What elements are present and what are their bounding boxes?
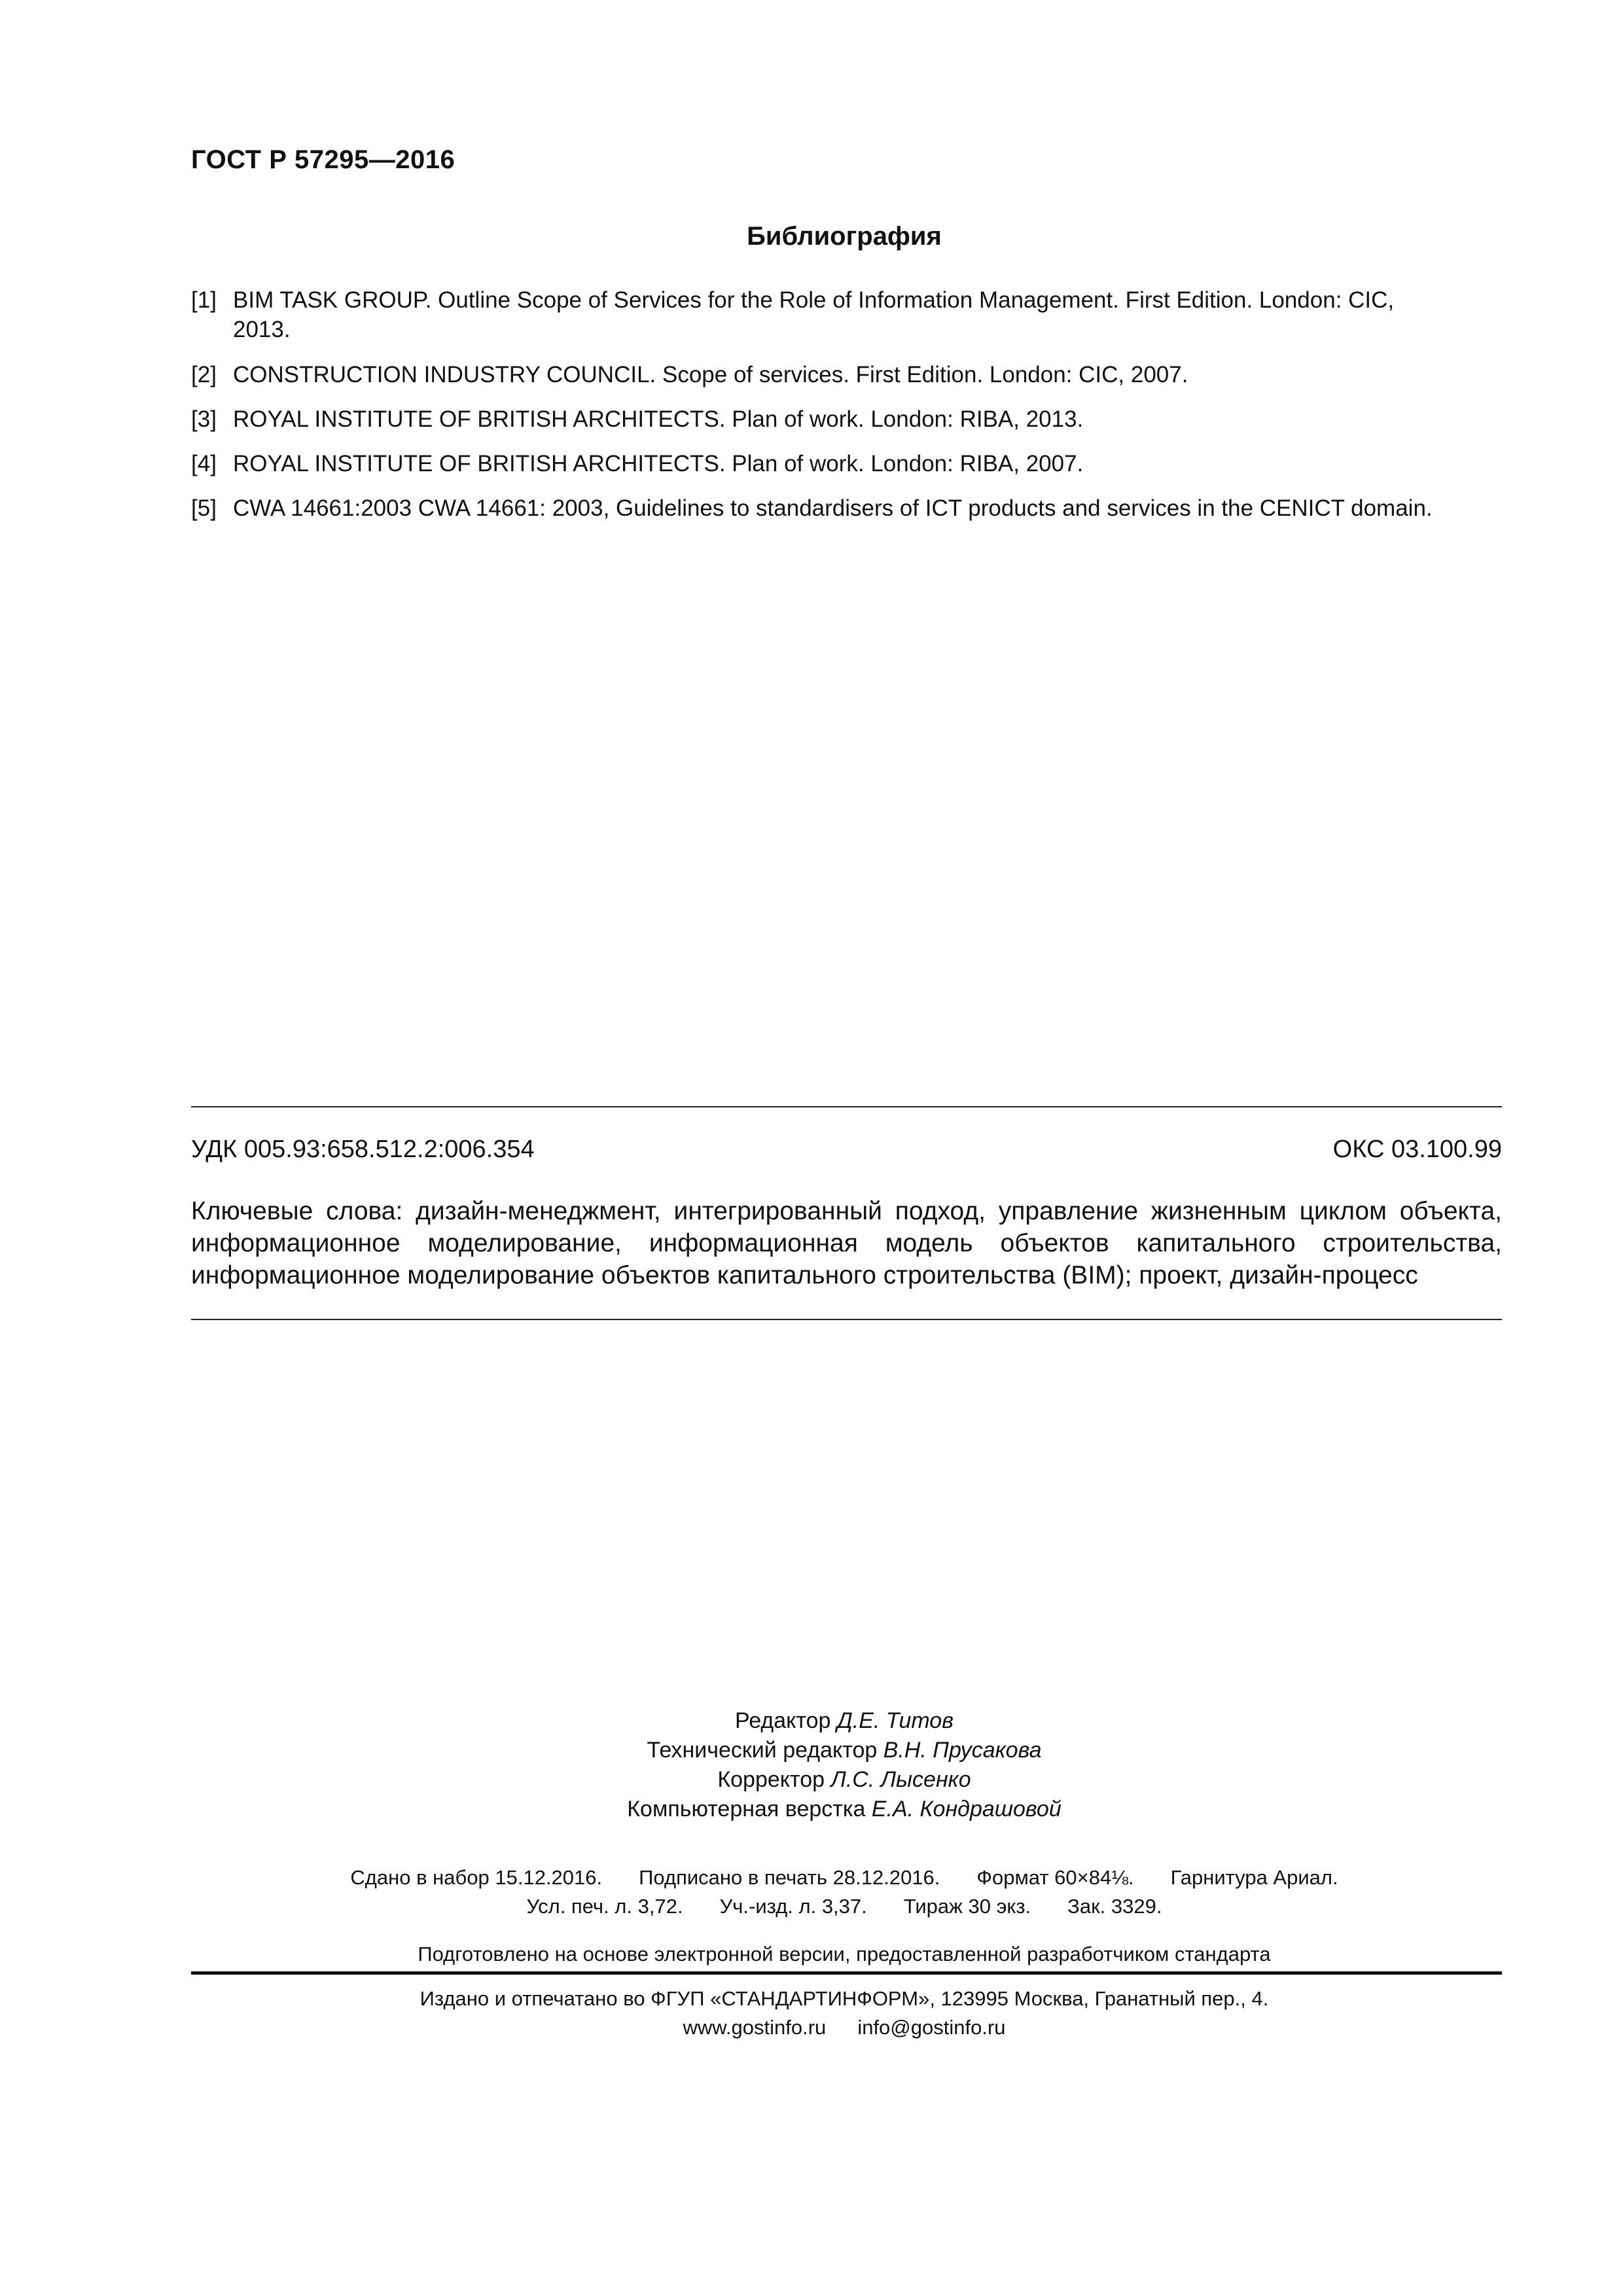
udk-code: УДК 005.93:658.512.2:006.354: [191, 1136, 535, 1163]
print-sheets: Усл. печ. л. 3,72.: [526, 1895, 683, 1918]
oks-code: ОКС 03.100.99: [1332, 1136, 1502, 1163]
order-number: Зак. 3329.: [1067, 1895, 1162, 1918]
staff-name: В.Н. Прусакова: [883, 1738, 1042, 1763]
document-code: ГОСТ Р 57295—2016: [191, 145, 455, 174]
signed-date: Подписано в печать 28.12.2016.: [639, 1866, 940, 1889]
typeset-date: Сдано в набор 15.12.2016.: [350, 1866, 603, 1889]
prepared-note: Подготовлено на основе электронной версии, предоставленной разработчиком стандарта: [418, 1943, 1271, 1965]
bibliography-item: [191, 285, 1448, 344]
keywords: Ключевые слова: дизайн-менеджмент, интегрированный подход, управление жизненным циклом объекта, информационное моделирование, информационная модель объектов капитального строительства, информационное моделирование объектов капитального строительства (BIM); проект, дизайн-процесс: [191, 1197, 1502, 1289]
bibliography-title: Библиография: [747, 222, 942, 251]
bibliography-item: [191, 493, 1448, 523]
publication-info-line-2: [0, 1893, 1623, 1920]
typeface: Гарнитура Ариал.: [1170, 1866, 1338, 1889]
bibliography-item-text: ROYAL INSTITUTE OF BRITISH ARCHITECTS. Plan of work. London: RIBA, 2007.: [233, 451, 1084, 476]
bibliography-item-text: CWA 14661:2003 CWA 14661: 2003, Guidelines to standardisers of ICT products and services in the CENICT domain.: [233, 495, 1433, 521]
website-link[interactable]: www.gostinfo.ru: [683, 2016, 827, 2039]
bibliography-item-number: [1]: [191, 287, 217, 313]
publisher-sheets: Уч.-изд. л. 3,37.: [719, 1895, 867, 1918]
print-run: Тираж 30 экз.: [903, 1895, 1031, 1918]
publication-info-line-1: [0, 1864, 1623, 1892]
staff-role: Корректор: [717, 1767, 825, 1792]
bibliography-item-number: [4]: [191, 451, 217, 476]
divider-bottom: [191, 1319, 1502, 1320]
staff-name: Е.А. Кондрашовой: [871, 1797, 1061, 1821]
staff-role: Редактор: [735, 1708, 831, 1733]
divider-thick: [191, 1971, 1502, 1975]
staff-role: Компьютерная верстка: [627, 1797, 866, 1821]
staff-name: Д.Е. Титов: [836, 1708, 954, 1733]
format: Формат 60×84⅛.: [976, 1866, 1134, 1889]
bibliography-item-number: [3]: [191, 406, 217, 432]
staff-line: [0, 1765, 1623, 1795]
bibliography-item: [191, 449, 1448, 478]
bibliography-item-number: [5]: [191, 495, 217, 521]
bibliography-item-number: [2]: [191, 362, 217, 387]
bibliography-item-text: CONSTRUCTION INDUSTRY COUNCIL. Scope of services. First Edition. London: CIC, 2007.: [233, 362, 1188, 387]
email-link[interactable]: info@gostinfo.ru: [857, 2016, 1006, 2039]
staff-line: [0, 1706, 1623, 1736]
staff-role: Технический редактор: [647, 1738, 878, 1763]
staff-line: [0, 1736, 1623, 1765]
bibliography-item: [191, 360, 1448, 389]
contact-line: [0, 2016, 1623, 2039]
bibliography-item-text: BIM TASK GROUP. Outline Scope of Services for the Role of Information Management. First Edition. London: CIC, 2013.: [233, 287, 1395, 342]
staff-name: Л.С. Лысенко: [830, 1767, 971, 1792]
publisher-info: Издано и отпечатано во ФГУП «СТАНДАРТИНФОРМ», 123995 Москва, Гранатный пер., 4.: [419, 1987, 1269, 2010]
divider-top: [191, 1106, 1502, 1107]
bibliography-item-text: ROYAL INSTITUTE OF BRITISH ARCHITECTS. Plan of work. London: RIBA, 2013.: [233, 406, 1084, 432]
bibliography-item: [191, 404, 1448, 434]
staff-line: [0, 1795, 1623, 1824]
